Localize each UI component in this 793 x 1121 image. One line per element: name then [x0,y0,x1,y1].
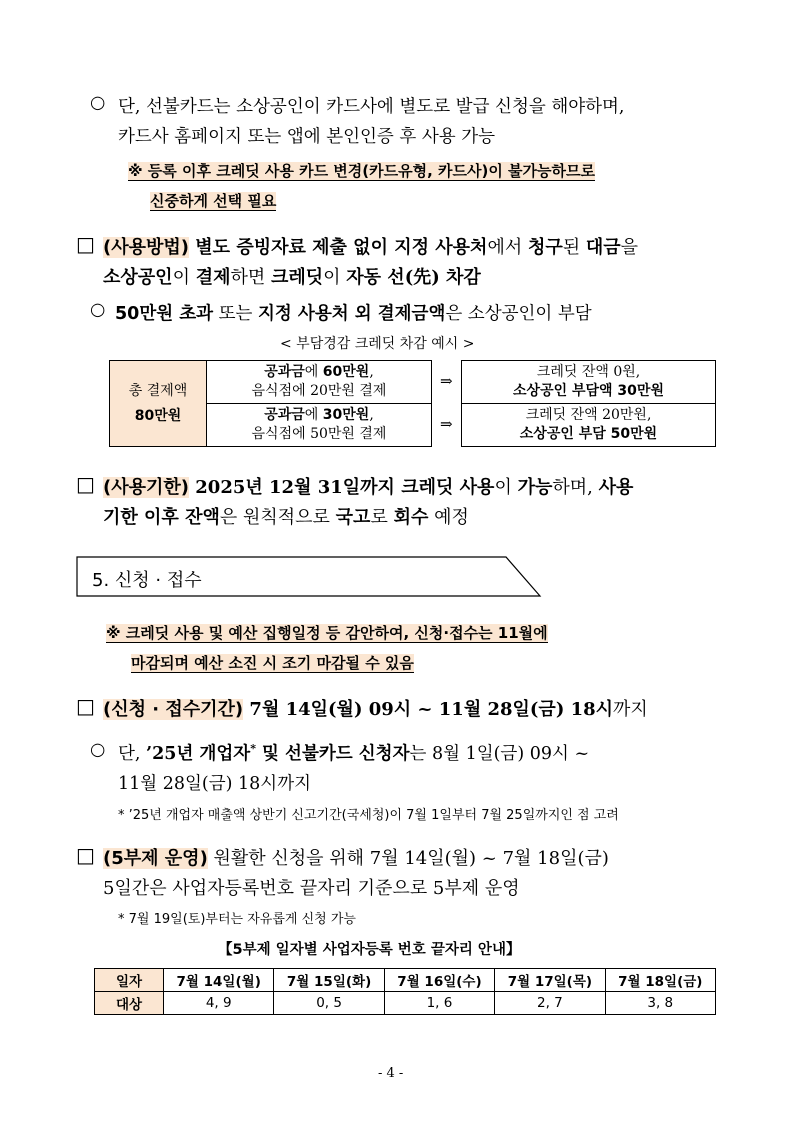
schedule-header-row [95,969,716,992]
schedule-cell: 대상 [95,992,164,1015]
apply-sub-line-2: 11월 28일(금) 18시까지 [118,774,312,794]
schedule-header-cell: 7월 16일(수) [384,969,494,992]
usage-sub-line: 50만원 초과 또는 지정 사용처 외 결제금액은 소상공인이 부담 [115,304,592,324]
apply-checkbox: □ [76,694,95,718]
usage-sub-bullet: ○ [90,300,106,320]
example-row-1-result: 크레딧 잔액 0원, 소상공인 부담액 30만원 [461,360,716,404]
apply-line: (신청 · 접수기간) 7월 14일(월) 09시 ~ 11월 28일(금) 18시까지 [103,699,648,720]
intro-bullet: ○ [90,93,106,113]
schedule-header-cell: 7월 14일(월) [164,969,274,992]
intro-note-line-1: ※ 등록 이후 크레딧 사용 카드 변경(카드유형, 카드사)이 불가능하므로 [128,162,596,180]
fivepart-checkbox: □ [76,843,95,867]
fivepart-line-1: (5부제 운영) 원활한 신청을 위해 7월 14일(월) ~ 7월 18일(금) [103,848,609,869]
schedule-cell: 1, 6 [384,992,494,1015]
apply-sub-bullet: ○ [90,740,106,760]
schedule-cell: 0, 5 [274,992,384,1015]
schedule-header-cell: 7월 17일(목) [495,969,605,992]
example-arrow-2: ⇒ [440,415,453,433]
schedule-cell: 3, 8 [605,992,715,1015]
example-title: < 부담경감 크레딧 차감 예시 > [280,336,475,352]
period-line-1: (사용기한) 2025년 12월 31일까지 크레딧 사용이 가능하며, 사용 [103,477,634,498]
period-checkbox: □ [76,472,95,496]
example-row-2-left: 공과금에 30만원, 음식점에 50만원 결제 [206,403,432,447]
fivepart-footnote: * 7월 19일(토)부터는 자유롭게 신청 가능 [118,912,356,927]
example-total-cell: 총 결제액 80만원 [109,360,207,447]
example-row-1-left: 공과금에 60만원, 음식점에 20만원 결제 [206,360,432,404]
example-row-2-result: 크레딧 잔액 20만원, 소상공인 부담 50만원 [461,403,716,447]
example-arrow-1: ⇒ [440,372,453,390]
schedule-header-cell: 7월 15일(화) [274,969,384,992]
schedule-data-row [95,992,716,1015]
intro-line-1: 단, 선불카드는 소상공인이 카드사에 별도로 발급 신청을 해야하며, [118,97,625,117]
page-number: - 4 - [378,1066,404,1081]
section-5-note-line-2: 마감되며 예산 소진 시 조기 마감될 수 있음 [131,654,414,672]
usage-line-1: (사용방법) 별도 증빙자료 제출 없이 지정 사용처에서 청구된 대금을 [103,237,639,258]
usage-line-2: 소상공인이 결제하면 크레딧이 자동 선(先) 차감 [103,267,481,288]
schedule-header-cell: 일자 [95,969,164,992]
schedule-cell: 4, 9 [164,992,274,1015]
schedule-header-cell: 7월 18일(금) [605,969,715,992]
schedule-cell: 2, 7 [495,992,605,1015]
schedule-table-title: 【5부제 일자별 사업자등록 번호 끝자리 안내】 [218,942,521,958]
schedule-table [94,968,716,1015]
apply-footnote: * ’25년 개업자 매출액 상반기 신고기간(국세청)이 7월 1일부터 7월 25일까지인 점 고려 [118,808,619,823]
section-5-title: 5. 신청 · 접수 [92,570,202,591]
intro-note-line-2: 신중하게 선택 필요 [150,192,277,210]
period-line-2: 기한 이후 잔액은 원칙적으로 국고로 회수 예정 [103,507,469,528]
apply-sub-line-1: 단, ’25년 개업자* 및 선불카드 신청자는 8월 1일(금) 09시 ~ [118,742,590,764]
fivepart-line-2: 5일간은 사업자등록번호 끝자리 기준으로 5부제 운영 [103,878,520,899]
usage-checkbox: □ [76,232,95,256]
intro-line-2: 카드사 홈페이지 또는 앱에 본인인증 후 사용 가능 [118,127,496,147]
section-5-note-line-1: ※ 크레딧 사용 및 예산 집행일정 등 감안하여, 신청·접수는 11월에 [106,624,548,642]
